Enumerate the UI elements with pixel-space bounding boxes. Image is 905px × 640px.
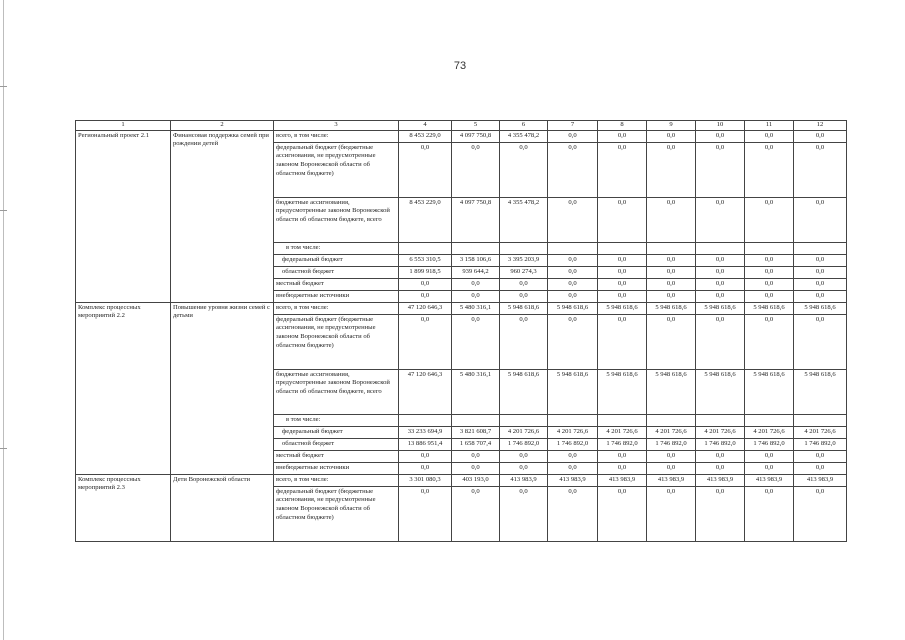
amount-cell: 0,0 <box>452 462 500 474</box>
amount-cell: 0,0 <box>745 254 794 266</box>
amount-cell <box>399 414 452 426</box>
amount-cell: 413 983,9 <box>500 474 548 486</box>
amount-cell: 0,0 <box>647 278 696 290</box>
amount-cell: 4 201 726,6 <box>794 426 847 438</box>
amount-cell: 0,0 <box>452 290 500 302</box>
program-name-cell: Региональный проект 2.1 <box>76 130 171 302</box>
amount-cell: 0,0 <box>548 486 598 541</box>
amount-cell: 0,0 <box>500 314 548 369</box>
funding-source-cell: местный бюджет <box>274 450 399 462</box>
budget-table <box>75 120 847 542</box>
column-number-cell: 8 <box>598 121 647 131</box>
amount-cell: 0,0 <box>399 450 452 462</box>
amount-cell: 5 480 316,1 <box>452 369 500 414</box>
amount-cell: 0,0 <box>452 486 500 541</box>
scan-mark <box>0 448 7 449</box>
amount-cell: 0,0 <box>598 486 647 541</box>
amount-cell: 0,0 <box>399 462 452 474</box>
amount-cell: 0,0 <box>647 450 696 462</box>
amount-cell: 0,0 <box>548 462 598 474</box>
funding-source-cell: всего, в том числе: <box>274 474 399 486</box>
amount-cell: 5 948 618,6 <box>647 369 696 414</box>
amount-cell: 0,0 <box>399 314 452 369</box>
funding-source-cell: всего, в том числе: <box>274 302 399 314</box>
funding-source-cell: бюджетные ассигнования, предусмотренные законом Воронежской области об областном бюджете, всего <box>274 197 399 242</box>
amount-cell: 0,0 <box>548 254 598 266</box>
amount-cell: 0,0 <box>598 266 647 278</box>
amount-cell: 0,0 <box>794 486 847 541</box>
amount-cell: 5 948 618,6 <box>745 302 794 314</box>
amount-cell: 0,0 <box>745 278 794 290</box>
amount-cell <box>500 242 548 254</box>
column-number-cell: 10 <box>696 121 745 131</box>
funding-source-cell: в том числе: <box>274 414 399 426</box>
amount-cell: 0,0 <box>598 197 647 242</box>
amount-cell: 5 948 618,6 <box>696 369 745 414</box>
amount-cell <box>548 414 598 426</box>
amount-cell: 1 658 707,4 <box>452 438 500 450</box>
page-number: 73 <box>453 60 467 72</box>
amount-cell: 0,0 <box>452 314 500 369</box>
amount-cell <box>452 414 500 426</box>
amount-cell: 0,0 <box>794 142 847 197</box>
funding-source-cell: федеральный бюджет <box>274 426 399 438</box>
amount-cell: 3 395 203,9 <box>500 254 548 266</box>
amount-cell: 4 201 726,6 <box>696 426 745 438</box>
amount-cell: 5 480 316,1 <box>452 302 500 314</box>
amount-cell: 4 097 750,8 <box>452 130 500 142</box>
column-number-cell: 1 <box>76 121 171 131</box>
funding-source-cell: местный бюджет <box>274 278 399 290</box>
amount-cell: 0,0 <box>745 130 794 142</box>
amount-cell: 0,0 <box>745 142 794 197</box>
amount-cell: 0,0 <box>647 290 696 302</box>
amount-cell: 0,0 <box>548 290 598 302</box>
funding-source-cell: всего, в том числе: <box>274 130 399 142</box>
amount-cell: 6 553 310,5 <box>399 254 452 266</box>
amount-cell: 0,0 <box>647 142 696 197</box>
amount-cell: 1 899 918,5 <box>399 266 452 278</box>
column-number-cell: 6 <box>500 121 548 131</box>
column-number-cell: 3 <box>274 121 399 131</box>
amount-cell <box>745 414 794 426</box>
amount-cell <box>548 242 598 254</box>
amount-cell: 939 644,2 <box>452 266 500 278</box>
amount-cell: 0,0 <box>548 278 598 290</box>
amount-cell <box>598 414 647 426</box>
amount-cell: 0,0 <box>500 462 548 474</box>
amount-cell: 0,0 <box>696 254 745 266</box>
funding-source-cell: федеральный бюджет <box>274 254 399 266</box>
amount-cell: 0,0 <box>399 290 452 302</box>
amount-cell: 0,0 <box>696 486 745 541</box>
amount-cell: 0,0 <box>500 450 548 462</box>
amount-cell: 0,0 <box>647 197 696 242</box>
amount-cell: 3 158 106,6 <box>452 254 500 266</box>
scan-mark <box>0 210 7 211</box>
amount-cell: 0,0 <box>696 266 745 278</box>
amount-cell <box>452 242 500 254</box>
amount-cell: 1 746 892,0 <box>794 438 847 450</box>
amount-cell <box>696 414 745 426</box>
amount-cell: 5 948 618,6 <box>598 302 647 314</box>
amount-cell: 5 948 618,6 <box>548 369 598 414</box>
amount-cell: 0,0 <box>598 130 647 142</box>
amount-cell: 403 193,0 <box>452 474 500 486</box>
amount-cell: 0,0 <box>548 450 598 462</box>
amount-cell <box>647 414 696 426</box>
amount-cell: 0,0 <box>794 197 847 242</box>
amount-cell: 8 453 229,0 <box>399 130 452 142</box>
amount-cell: 0,0 <box>548 314 598 369</box>
amount-cell: 0,0 <box>794 254 847 266</box>
column-number-cell: 2 <box>171 121 274 131</box>
amount-cell: 0,0 <box>598 462 647 474</box>
amount-cell: 0,0 <box>745 462 794 474</box>
amount-cell: 5 948 618,6 <box>696 302 745 314</box>
amount-cell: 0,0 <box>794 314 847 369</box>
amount-cell: 0,0 <box>794 278 847 290</box>
amount-cell: 413 983,9 <box>696 474 745 486</box>
amount-cell: 3 821 608,7 <box>452 426 500 438</box>
amount-cell <box>647 242 696 254</box>
column-number-cell: 4 <box>399 121 452 131</box>
amount-cell: 0,0 <box>598 142 647 197</box>
amount-cell: 0,0 <box>794 290 847 302</box>
funding-source-cell: областной бюджет <box>274 266 399 278</box>
column-number-cell: 7 <box>548 121 598 131</box>
amount-cell: 5 948 618,6 <box>745 369 794 414</box>
program-name-cell: Комплекс процессных мероприятий 2.2 <box>76 302 171 474</box>
amount-cell: 0,0 <box>647 254 696 266</box>
amount-cell: 0,0 <box>452 450 500 462</box>
amount-cell: 0,0 <box>696 450 745 462</box>
amount-cell: 4 201 726,6 <box>548 426 598 438</box>
amount-cell: 413 983,9 <box>794 474 847 486</box>
amount-cell: 4 097 750,8 <box>452 197 500 242</box>
amount-cell: 0,0 <box>500 278 548 290</box>
amount-cell: 0,0 <box>500 486 548 541</box>
amount-cell: 5 948 618,6 <box>500 302 548 314</box>
amount-cell <box>745 242 794 254</box>
amount-cell: 0,0 <box>647 462 696 474</box>
funding-source-cell: федеральный бюджет (бюджетные ассигнования, не предусмотренные законом Воронежской области об областном бюджете) <box>274 486 399 541</box>
scan-left-edge <box>3 0 4 640</box>
program-name-cell: Комплекс процессных мероприятий 2.3 <box>76 474 171 541</box>
amount-cell: 0,0 <box>794 266 847 278</box>
amount-cell: 1 746 892,0 <box>696 438 745 450</box>
amount-cell: 0,0 <box>696 462 745 474</box>
amount-cell: 0,0 <box>598 278 647 290</box>
amount-cell: 1 746 892,0 <box>500 438 548 450</box>
amount-cell: 8 453 229,0 <box>399 197 452 242</box>
amount-cell: 1 746 892,0 <box>598 438 647 450</box>
amount-cell: 0,0 <box>696 290 745 302</box>
amount-cell: 0,0 <box>794 130 847 142</box>
scan-mark <box>0 86 7 87</box>
amount-cell: 5 948 618,6 <box>794 302 847 314</box>
amount-cell: 0,0 <box>399 278 452 290</box>
amount-cell <box>399 242 452 254</box>
amount-cell: 413 983,9 <box>548 474 598 486</box>
amount-cell: 5 948 618,6 <box>794 369 847 414</box>
funding-source-cell: областной бюджет <box>274 438 399 450</box>
funding-source-cell: в том числе: <box>274 242 399 254</box>
amount-cell: 5 948 618,6 <box>647 302 696 314</box>
amount-cell: 47 120 646,3 <box>399 369 452 414</box>
amount-cell: 0,0 <box>548 266 598 278</box>
funding-source-cell: внебюджетные источники <box>274 462 399 474</box>
amount-cell: 0,0 <box>548 142 598 197</box>
amount-cell: 13 886 951,4 <box>399 438 452 450</box>
amount-cell: 5 948 618,6 <box>548 302 598 314</box>
amount-cell: 0,0 <box>500 290 548 302</box>
program-purpose-cell: Повышение уровня жизни семей с детьми <box>171 302 274 474</box>
program-purpose-cell: Финансовая поддержка семей при рождении детей <box>171 130 274 302</box>
amount-cell: 1 746 892,0 <box>548 438 598 450</box>
amount-cell <box>794 414 847 426</box>
amount-cell: 0,0 <box>745 486 794 541</box>
amount-cell: 0,0 <box>696 130 745 142</box>
column-number-cell: 12 <box>794 121 847 131</box>
funding-source-cell: внебюджетные источники <box>274 290 399 302</box>
amount-cell <box>696 242 745 254</box>
amount-cell: 0,0 <box>399 486 452 541</box>
amount-cell: 4 201 726,6 <box>647 426 696 438</box>
amount-cell: 0,0 <box>794 450 847 462</box>
amount-cell: 0,0 <box>745 266 794 278</box>
amount-cell: 5 948 618,6 <box>500 369 548 414</box>
column-number-cell: 11 <box>745 121 794 131</box>
amount-cell: 1 746 892,0 <box>745 438 794 450</box>
amount-cell: 5 948 618,6 <box>598 369 647 414</box>
amount-cell: 0,0 <box>598 290 647 302</box>
table-row <box>76 302 847 314</box>
column-number-cell: 5 <box>452 121 500 131</box>
amount-cell: 0,0 <box>647 266 696 278</box>
amount-cell: 4 355 478,2 <box>500 130 548 142</box>
column-number-cell: 9 <box>647 121 696 131</box>
amount-cell: 47 120 646,3 <box>399 302 452 314</box>
amount-cell: 413 983,9 <box>745 474 794 486</box>
amount-cell: 413 983,9 <box>598 474 647 486</box>
amount-cell: 0,0 <box>548 130 598 142</box>
amount-cell: 0,0 <box>745 197 794 242</box>
amount-cell: 0,0 <box>598 254 647 266</box>
amount-cell: 0,0 <box>548 197 598 242</box>
amount-cell: 0,0 <box>696 197 745 242</box>
amount-cell: 1 746 892,0 <box>647 438 696 450</box>
amount-cell: 0,0 <box>745 450 794 462</box>
amount-cell: 0,0 <box>745 314 794 369</box>
amount-cell: 0,0 <box>794 462 847 474</box>
amount-cell: 0,0 <box>647 486 696 541</box>
amount-cell: 3 301 080,3 <box>399 474 452 486</box>
amount-cell: 0,0 <box>696 314 745 369</box>
amount-cell: 0,0 <box>598 314 647 369</box>
amount-cell: 33 233 694,9 <box>399 426 452 438</box>
amount-cell: 0,0 <box>452 142 500 197</box>
amount-cell: 0,0 <box>745 290 794 302</box>
amount-cell: 4 201 726,6 <box>500 426 548 438</box>
table-row <box>76 130 847 142</box>
amount-cell <box>598 242 647 254</box>
table-header-row <box>76 121 847 131</box>
amount-cell: 0,0 <box>696 142 745 197</box>
program-purpose-cell: Дети Воронежской области <box>171 474 274 541</box>
amount-cell: 4 201 726,6 <box>745 426 794 438</box>
amount-cell: 4 355 478,2 <box>500 197 548 242</box>
funding-source-cell: федеральный бюджет (бюджетные ассигнования, не предусмотренные законом Воронежской области об областном бюджете) <box>274 314 399 369</box>
amount-cell: 0,0 <box>647 130 696 142</box>
table-row <box>76 474 847 486</box>
amount-cell: 0,0 <box>598 450 647 462</box>
amount-cell: 0,0 <box>452 278 500 290</box>
amount-cell: 0,0 <box>500 142 548 197</box>
funding-source-cell: федеральный бюджет (бюджетные ассигнования, не предусмотренные законом Воронежской области об областном бюджете) <box>274 142 399 197</box>
amount-cell: 0,0 <box>647 314 696 369</box>
amount-cell <box>794 242 847 254</box>
funding-source-cell: бюджетные ассигнования, предусмотренные законом Воронежской области об областном бюджете, всего <box>274 369 399 414</box>
amount-cell: 413 983,9 <box>647 474 696 486</box>
amount-cell: 0,0 <box>399 142 452 197</box>
amount-cell: 0,0 <box>696 278 745 290</box>
amount-cell <box>500 414 548 426</box>
amount-cell: 960 274,3 <box>500 266 548 278</box>
amount-cell: 4 201 726,6 <box>598 426 647 438</box>
